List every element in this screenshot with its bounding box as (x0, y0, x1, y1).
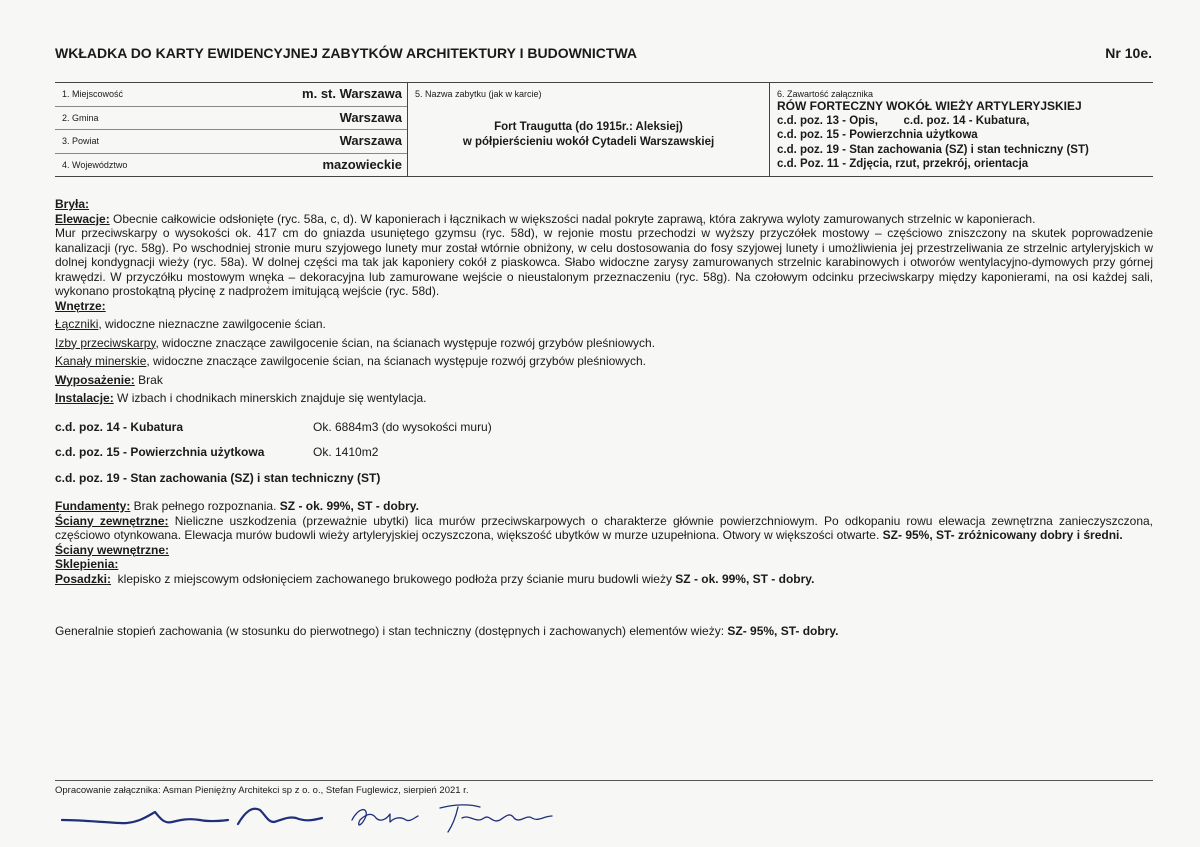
powierzchnia-value: Ok. 1410m2 (313, 445, 379, 459)
paragraph-instalacje (55, 391, 1153, 406)
footer-credit: Opracowanie załącznika: Asman Pieniężny Architekci sp z o. o., Stefan Fuglewicz, sierpień 2021 r. (55, 785, 469, 796)
paragraph-sciany-zewnetrzne (55, 514, 1153, 543)
label-laczniki: Łączniki (55, 317, 99, 331)
label-instalacje: Instalacje: (55, 391, 114, 405)
contents-label: 6. Zawartość załącznika (777, 89, 874, 99)
text-kanaly: , widoczne znaczące zawilgocenie ścian, na ścianach występuje rozwój grzybów pleśniowych. (146, 354, 646, 368)
text-posadzki: klepisko z miejscowym odsłonięciem zachowanego brukowego podłoża przy ścianie muru budowli wieży (111, 571, 676, 586)
powierzchnia-row (55, 445, 1153, 460)
label-sciany-wewnetrzne: Ściany wewnętrzne: (55, 542, 170, 557)
meta-label: 2. Gmina (62, 112, 99, 123)
contents-line: c.d. poz. 19 - Stan zachowania (SZ) i stan techniczny (ST) (777, 143, 1089, 156)
metadata-table (55, 82, 1153, 177)
label-sciany-zewnetrzne: Ściany zewnętrzne: (55, 513, 169, 528)
text-general: Generalnie stopień zachowania (w stosunku do pierwotnego) i stan techniczny (dostępnych i zachowanych) elementów wieży: (55, 624, 728, 638)
paragraph-laczniki (55, 317, 1153, 332)
meta-row-miejscowosc (55, 83, 407, 107)
text-fundamenty: Brak pełnego rozpoznania. (130, 499, 280, 513)
section-heading-wnetrze: Wnętrze: (55, 298, 106, 313)
paragraph-wyposazenie (55, 373, 1153, 388)
monument-name-line: w półpierścieniu wokół Cytadeli Warszawskiej (462, 136, 715, 148)
paragraph-kanaly (55, 354, 1153, 369)
document-number: Nr 10e. (1105, 45, 1152, 61)
monument-name-block (408, 83, 770, 176)
contents-line: c.d. Poz. 11 - Zdjęcia, rzut, przekrój, orientacja (777, 158, 1029, 170)
meta-label: 1. Miejscowość (62, 89, 124, 99)
meta-label: 4. Województwo (62, 159, 128, 170)
rating-fundamenty: SZ - ok. 99%, ST - dobry. (279, 499, 419, 513)
text-laczniki: , widoczne nieznaczne zawilgocenie ścian. (98, 317, 326, 331)
contents-list (777, 99, 1089, 172)
rating-general: SZ- 95%, ST- dobry. (727, 624, 839, 638)
kubatura-value: Ok. 6884m3 (do wysokości muru) (313, 419, 492, 434)
meta-row-gmina (55, 107, 407, 131)
label-posadzki: Posadzki: (55, 571, 112, 586)
text-wyposazenie: Brak (134, 372, 163, 387)
kubatura-label: c.d. poz. 14 - Kubatura (55, 419, 184, 434)
label-wyposazenie: Wyposażenie: (55, 372, 135, 387)
stan-heading: c.d. poz. 19 - Stan zachowania (SZ) i stan techniczny (ST) (55, 470, 381, 485)
text-izby: , widoczne znaczące zawilgocenie ścian, na ścianach występuje rozwój grzybów pleśniowych. (155, 335, 656, 350)
document-body (55, 197, 1153, 639)
label-sklepienia: Sklepienia: (55, 557, 119, 571)
footer-divider (55, 780, 1153, 781)
contents-line: c.d. poz. 15 - Powierzchnia użytkowa (777, 129, 978, 141)
contents-title: RÓW FORTECZNY WOKÓŁ WIEŻY ARTYLERYJSKIEJ (777, 99, 1082, 113)
text-sciany-zewnetrzne: Nieliczne uszkodzenia (przeważnie ubytki) lica murów przeciwskarpowych o charakterze głównie powierzchniowym. Po odkopaniu rowu elewacja zewnętrzna zanieczyszczona, częściowo otynkowana. Elewacja murów budowli wieży artyleryjskiej oczyszczona, większość ubytków w murze uzupełniona. Otwory w większości otwarte. (55, 513, 1154, 542)
meta-row-powiat (55, 130, 407, 154)
meta-row-wojewodztwo (55, 154, 407, 178)
paragraph-mur: Mur przeciwskarpy o wysokości ok. 417 cm do gniazda usuniętego gzymsu (ryc. 58d), w rejonie mostu przechodzi w wyższy przyczółek mostowy – częściowo zniszczony na skutek poprowadzenie kanalizacji (ryc. 58g). Po wschodniej stronie muru szyjowego lunety mur został wtórnie obniżony, w celu dostosowania do fosy szyjowej lunety i umożliwienia jej przestrzeliwania ze strzelnic artyleryjskich w dolnej kondygnacji wieży (ryc. 58a). W dolnej części ma tak jak kaponiery cokół z piaskowca. Słabo widoczne zarysy zamurowanych strzelnic karabinowych i otworów wentylacyjno-dymowych przy górnej krawędzi. W przyczółku mostowym wnęka – dekoracyjna lub zamurowane wejście o nieustalonym przeznaczeniu (ryc. 58g). Na czołowym odcinku przeciwskarpy między kaponierami, na osi każdej sali, wykonano prostokątną płycinę z nadprożem imitującą wejście (ryc. 58d). (55, 226, 1153, 298)
attachment-contents-block (770, 83, 1153, 176)
paragraph-posadzki (55, 572, 1153, 587)
label-izby: Izby przeciwskarpy (55, 335, 156, 350)
monument-name-line: Fort Traugutta (do 1915r.: Aleksiej) (494, 121, 683, 133)
meta-value: Warszawa (339, 109, 402, 125)
label-elewacje: Elewacje: (55, 211, 110, 226)
meta-label: 3. Powiat (62, 136, 100, 146)
label-fundamenty: Fundamenty: (55, 499, 131, 513)
monument-name (408, 120, 769, 150)
label-kanaly: Kanały minerskie (55, 354, 147, 368)
handwritten-signature (60, 798, 580, 838)
location-block (55, 83, 408, 176)
text-instalacje: W izbach i chodnikach minerskich znajduje się wentylacja. (113, 391, 427, 405)
section-heading-bryla: Bryła: (55, 197, 90, 211)
meta-value: mazowieckie (322, 156, 402, 172)
text-elewacje: Obecnie całkowicie odsłonięte (ryc. 58a, c, d). W kaponierach i łącznikach w większości nadal pokryte zaprawą, która zakrywa wyloty zamurowanych strzelnic w kaponierach. (109, 211, 1036, 226)
monument-name-label: 5. Nazwa zabytku (jak w karcie) (415, 89, 542, 99)
kubatura-row (55, 420, 1153, 435)
meta-value: Warszawa (339, 133, 402, 148)
paragraph-izby (55, 336, 1153, 351)
stan-heading-row (55, 471, 1153, 486)
paragraph-general (55, 624, 1153, 639)
rating-posadzki: SZ - ok. 99%, ST - dobry. (675, 571, 815, 586)
document-title: WKŁADKA DO KARTY EWIDENCYJNEJ ZABYTKÓW ARCHITEKTURY I BUDOWNICTWA (55, 45, 638, 61)
rating-sciany-zewnetrzne: SZ- 95%, ST- zróżnicowany dobry i średni. (882, 528, 1123, 542)
paragraph-elewacje (55, 212, 1153, 227)
powierzchnia-label: c.d. poz. 15 - Powierzchnia użytkowa (55, 445, 265, 459)
paragraph-fundamenty (55, 499, 1153, 514)
meta-value: m. st. Warszawa (302, 86, 402, 101)
contents-line: c.d. poz. 13 - Opis, c.d. poz. 14 - Kubatura, (777, 114, 1030, 127)
